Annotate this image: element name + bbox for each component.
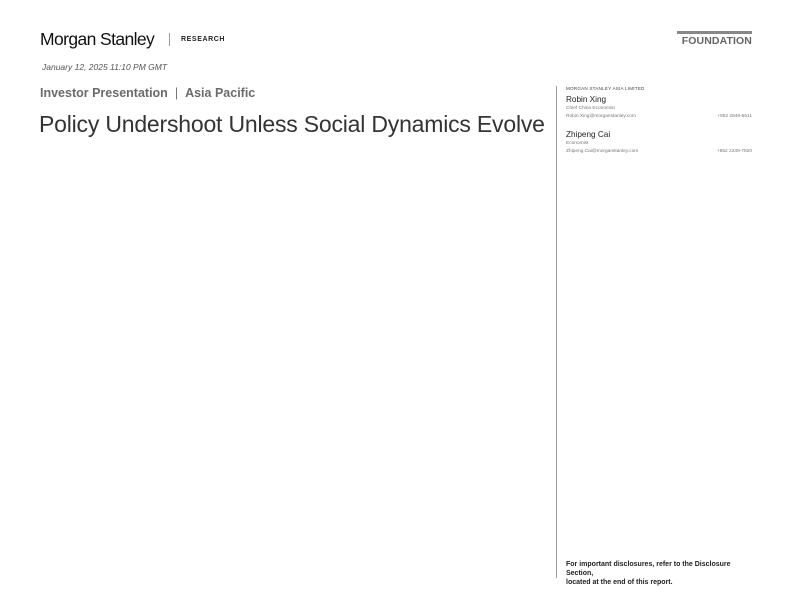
logo-divider: [169, 33, 170, 46]
report-region: Asia Pacific: [185, 86, 256, 100]
analyst-card: [566, 129, 752, 156]
disclosure-note: [566, 560, 756, 587]
foundation-label: FOUNDATION: [681, 35, 752, 47]
firm-name: MORGAN STANLEY ASIA LIMITED: [566, 86, 645, 91]
report-date: January 12, 2025 11:10 PM GMT: [42, 62, 168, 72]
foundation-bar: [677, 31, 752, 34]
disclosure-line-1: For important disclosures, refer to the Disclosure Section,: [566, 561, 731, 577]
analyst-name: Zhipeng Cai: [566, 130, 611, 139]
morgan-stanley-logo: Morgan Stanley: [40, 29, 155, 49]
analyst-contact: [566, 148, 752, 156]
analyst-phone: +852 2239-7820: [716, 149, 752, 154]
disclosure-line-2: located at the end of this report.: [566, 579, 673, 586]
subtitle-separator: |: [174, 86, 179, 100]
analyst-phone: +852 2848-6511: [717, 114, 752, 119]
research-label: RESEARCH: [181, 36, 226, 43]
report-type: Investor Presentation: [40, 86, 168, 100]
analyst-contact: [566, 113, 752, 121]
analyst-email[interactable]: Zhipeng.Cai@morganstanley.com: [566, 149, 639, 154]
report-title: Policy Undershoot Unless Social Dynamics Evolve: [39, 111, 545, 137]
analyst-role: Economist: [566, 141, 589, 146]
sidebar-divider: [556, 86, 557, 578]
analyst-role: Chief China Economist: [566, 106, 615, 111]
analyst-card: [566, 94, 752, 121]
analyst-email[interactable]: Robin.Xing@morganstanley.com: [566, 114, 636, 119]
report-subtitle: [40, 86, 255, 100]
analyst-sidebar: [566, 86, 752, 164]
analyst-name: Robin Xing: [566, 95, 607, 104]
